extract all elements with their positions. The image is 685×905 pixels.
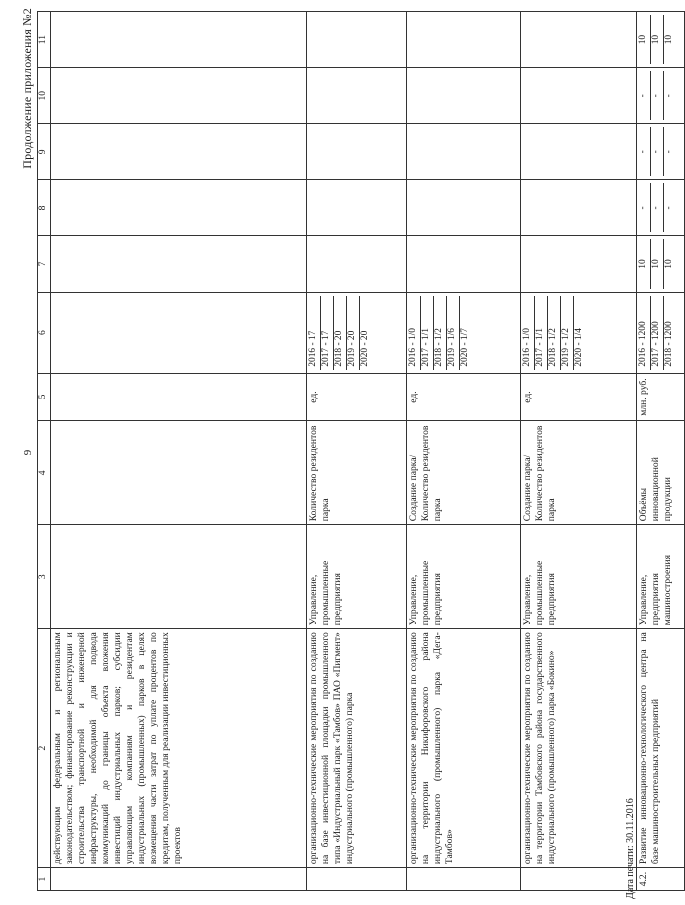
row-description: Развитие инновационно-технологического центра на базе машиностроительных предприятий	[637, 629, 685, 868]
row-values	[521, 292, 637, 373]
year-value: 2018 - 1/2	[548, 296, 561, 370]
row-description: организационно-технические мероприятия по созданию на территории Тамбовского района государственного индустриального (промышленного) парка «Бокино»	[521, 629, 637, 868]
cell-value: 10	[651, 15, 664, 64]
cell-value: -	[664, 94, 674, 98]
header-col-2: 2	[38, 629, 51, 868]
year-value: 2018 - 20	[334, 296, 347, 370]
cell-value: 10	[664, 259, 674, 269]
row-c11	[307, 12, 407, 68]
row-c8	[521, 180, 637, 236]
row-c8	[637, 180, 685, 236]
row-c10	[307, 68, 407, 124]
row-unit	[51, 373, 307, 421]
row-indicator: Объёмы инновационной продукции	[637, 421, 685, 525]
cell-value: -	[638, 71, 651, 120]
header-col-7: 7	[38, 236, 51, 292]
row-c9	[407, 124, 521, 180]
cell-value: 10	[638, 240, 651, 289]
row-values	[637, 292, 685, 373]
row-c8	[407, 180, 521, 236]
cell-value: 10	[664, 34, 674, 45]
row-indicator: Количество резидентов парка	[307, 421, 407, 525]
header-row	[38, 12, 51, 891]
header-col-5: 5	[38, 373, 51, 421]
header-col-3: 3	[38, 525, 51, 629]
page-number: 9	[22, 449, 34, 456]
cell-value: -	[638, 127, 651, 176]
row-values	[307, 292, 407, 373]
row-c10	[521, 68, 637, 124]
header-col-10: 10	[38, 68, 51, 124]
year-value: 2016 - 1/0	[408, 296, 421, 370]
row-indicator: Создание парка/ Количество резидентов парка	[521, 421, 637, 525]
cell-value: -	[651, 127, 664, 176]
row-c10	[407, 68, 521, 124]
row-c7	[637, 236, 685, 292]
year-value: 2017 - 1/1	[421, 296, 434, 370]
row-c7	[307, 236, 407, 292]
row-c11	[521, 12, 637, 68]
row-description: организационно-технические мероприятия по созданию на базе инвестиционной площадки промышленного типа «Индустриальный парк «Тамбов» ПАО «Пигмент» индустриального (промышленного) парка	[307, 629, 407, 868]
header-col-9: 9	[38, 124, 51, 180]
row-number	[407, 868, 521, 891]
row-c7	[407, 236, 521, 292]
year-value: 2020 - 1/7	[460, 328, 470, 367]
row-c7	[51, 236, 307, 292]
row-indicator	[51, 421, 307, 525]
row-c8	[307, 180, 407, 236]
cell-value: -	[664, 150, 674, 154]
row-c8	[51, 180, 307, 236]
table-row	[51, 12, 307, 891]
header-col-4: 4	[38, 421, 51, 525]
year-value: 2018 - 1200	[664, 321, 674, 367]
row-description: действующим федеральным и региональным законодательством; финансирование реконструкции и строительства транспортной и инженерной инфраструктуры, необходимой для подвода коммуникаций до границы объекта вложения инвестиций индустриальных парков; субсидии управляющим компаниям и резидентам индустриальных (промышленных) парков в целях возмещения части затрат по уплате процентов по кредитам, полученным для реализации инвестиционных проектов	[51, 629, 307, 868]
cell-value: -	[651, 71, 664, 120]
cell-value: -	[638, 183, 651, 232]
row-unit: ед.	[307, 373, 407, 421]
header-col-6: 6	[38, 292, 51, 373]
row-c11	[637, 12, 685, 68]
year-value: 2016 - 1200	[638, 296, 651, 370]
row-c10	[637, 68, 685, 124]
table-row	[637, 12, 685, 891]
row-description: организационно-технические мероприятия по созданию на территории Никифоровского района индустриального (промышленного) парка «Дега-Тамбов»	[407, 629, 521, 868]
row-values	[51, 292, 307, 373]
row-indicator: Создание парка/ Количество резидентов парка	[407, 421, 521, 525]
row-c7	[521, 236, 637, 292]
row-executor	[51, 525, 307, 629]
row-executor: Управление, промышленные предприятия	[521, 525, 637, 629]
row-number: 4.2.	[637, 868, 685, 891]
row-executor: Управление, предприятия машиностроения	[637, 525, 685, 629]
row-c9	[521, 124, 637, 180]
row-c10	[51, 68, 307, 124]
year-value: 2019 - 20	[347, 296, 360, 370]
row-number	[307, 868, 407, 891]
header-col-8: 8	[38, 180, 51, 236]
row-executor: Управление, промышленные предприятия	[407, 525, 521, 629]
program-table	[37, 11, 685, 891]
row-c9	[637, 124, 685, 180]
table-row	[521, 12, 637, 891]
row-values	[407, 292, 521, 373]
row-number	[521, 868, 637, 891]
continuation-label: Продолжение приложения №2	[20, 8, 34, 169]
row-unit: ед.	[521, 373, 637, 421]
year-value: 2019 - 1/2	[561, 296, 574, 370]
print-date: Дата печати: 30.11.2016	[625, 798, 636, 899]
row-c9	[51, 124, 307, 180]
year-value: 2020 - 20	[360, 330, 370, 367]
year-value: 2017 - 1200	[651, 296, 664, 370]
header-col-1: 1	[38, 868, 51, 891]
year-value: 2016 - 17	[308, 296, 321, 370]
row-executor: Управление, промышленные предприятия	[307, 525, 407, 629]
year-value: 2016 - 1/0	[522, 296, 535, 370]
row-number	[51, 868, 307, 891]
year-value: 2019 - 1/6	[447, 296, 460, 370]
cell-value: -	[651, 183, 664, 232]
table-row	[307, 12, 407, 891]
row-unit: млн. руб.	[637, 373, 685, 421]
row-unit: ед.	[407, 373, 521, 421]
year-value: 2018 - 1/2	[434, 296, 447, 370]
row-c9	[307, 124, 407, 180]
cell-value: 10	[651, 240, 664, 289]
header-col-11: 11	[38, 12, 51, 68]
row-c11	[51, 12, 307, 68]
year-value: 2017 - 1/1	[535, 296, 548, 370]
year-value: 2017 - 17	[321, 296, 334, 370]
row-c11	[407, 12, 521, 68]
table-row	[407, 12, 521, 891]
year-value: 2020 - 1/4	[574, 328, 584, 367]
cell-value: -	[664, 206, 674, 210]
cell-value: 10	[638, 15, 651, 64]
